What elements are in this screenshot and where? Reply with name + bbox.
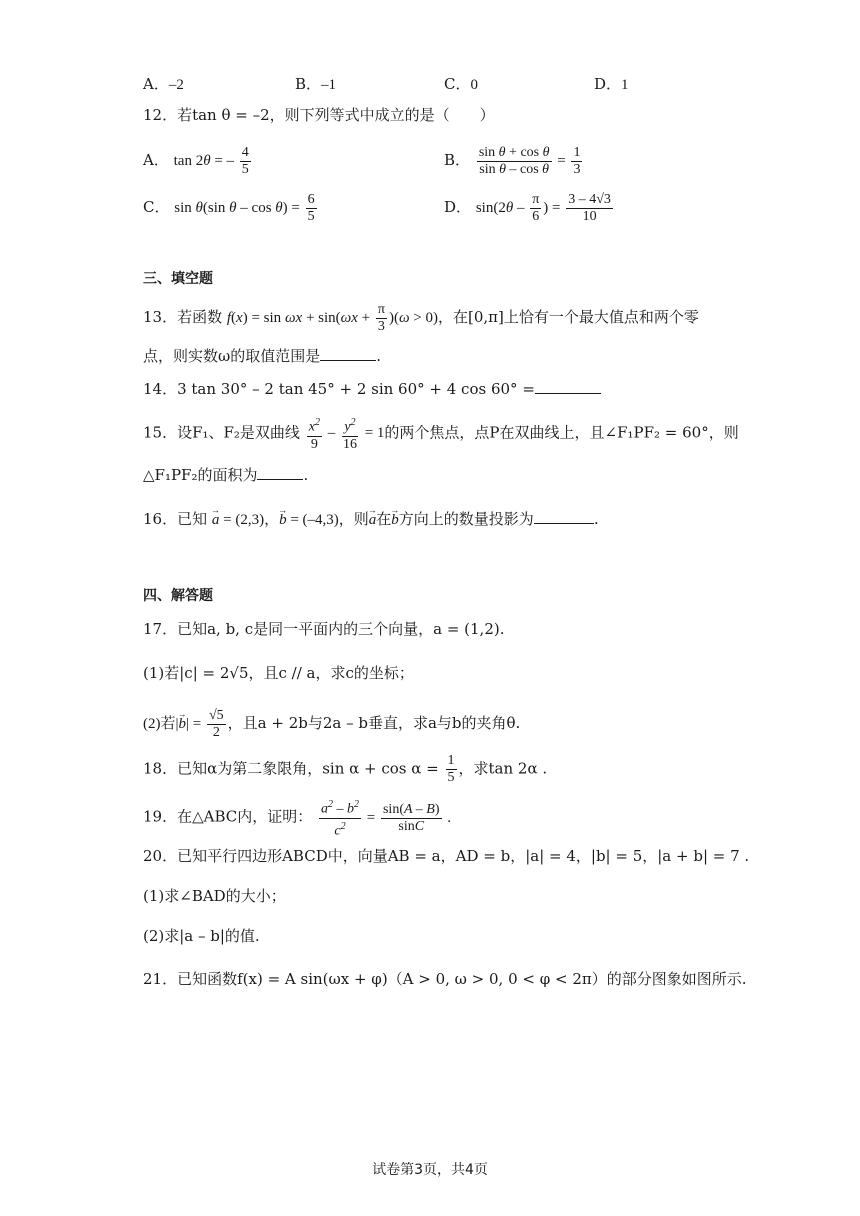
q12-option-a-formula: tan 2θ = – $\frac{4}{5}$ bbox=[173, 145, 249, 177]
q12-option-b-formula: $\frac{\text{sin θ + cos θ}}{\text{sin θ – cos θ}}$ = $\frac{1}{3}$ bbox=[478, 145, 581, 177]
q20-part2: (2)求|a – b|的值. bbox=[143, 927, 260, 945]
q14-text: 14．3 tan 30° – 2 tan 45° + 2 sin 60° + 4 cos 60° = bbox=[143, 380, 535, 398]
q16-answer-blank[interactable] bbox=[534, 507, 594, 524]
q11-option-c-label: C． bbox=[444, 75, 471, 93]
q13-line2-text: 点，则实数ω的取值范围是 bbox=[143, 347, 321, 365]
q15-suffix: 的两个焦点，点P在双曲线上，且∠F₁PF₂ = 60°，则 bbox=[384, 423, 739, 442]
q12-option-c bbox=[143, 192, 319, 225]
q11-option-a bbox=[143, 74, 184, 95]
q20-part1: (1)求∠BAD的大小； bbox=[143, 887, 286, 905]
q15-answer-blank[interactable] bbox=[257, 463, 303, 480]
q17-part2-formula: (2)若|→ b| = $\frac{√5}{2}$ bbox=[143, 716, 228, 732]
q12-option-b-label: B． bbox=[444, 150, 471, 169]
q12-option-b bbox=[444, 145, 584, 178]
q16: 16．已知 → a = (2,3)，→ b = (–4,3)，则→ a在→ b方向上的数量投影为 . bbox=[143, 507, 599, 530]
q12-option-a-label: A． bbox=[143, 150, 169, 169]
q16-prefix: 16．已知 bbox=[143, 510, 208, 528]
q17-part1: (1)若|c| = 2√5，且c // a，求c的坐标； bbox=[143, 664, 414, 682]
q18-fraction: $\frac{1}{5}$ bbox=[447, 753, 455, 785]
q15-prefix: 15．设F₁、F₂是双曲线 bbox=[143, 423, 300, 442]
q18-text: 18．已知α为第二象限角，sin α + cos α = bbox=[143, 759, 444, 778]
q20-stem: 20．已知平行四边形ABCD中，向量AB = a，AD = b，|a| = 4，|b| = 5，|a + b| = 7 . bbox=[143, 847, 750, 865]
q12-option-c-formula: sin θ(sin θ – cos θ) = $\frac{6}{5}$ bbox=[174, 192, 315, 224]
q12-option-a bbox=[143, 145, 253, 178]
q12-option-d-label: D． bbox=[444, 197, 472, 216]
q17-part2 bbox=[143, 708, 520, 741]
q12-option-c-label: C． bbox=[143, 197, 170, 216]
q13-prefix: 13．若函数 bbox=[143, 307, 223, 326]
q11-option-a-value: –2 bbox=[168, 77, 184, 93]
q12-option-d bbox=[444, 192, 615, 225]
q11-option-c-value: 0 bbox=[470, 77, 478, 93]
q15-line2-text: △F₁PF₂的面积为 bbox=[143, 466, 258, 484]
q15-hyperbola: $\frac{x^2}{9}$ – $\frac{y^2}{16}$ = 1 bbox=[308, 417, 385, 452]
q16-vectors: → a = (2,3)，→ b = (–4,3)，则→ a在→ b bbox=[212, 512, 399, 528]
q18-suffix: ，求tan 2α . bbox=[458, 759, 548, 778]
q19-formula: $\frac{a^2 - b^2}{c^2}$ = $\frac{\sin(A - B)}{\sin C}$ . bbox=[321, 799, 452, 839]
q18 bbox=[143, 753, 547, 786]
q11-option-b-value: –1 bbox=[321, 77, 337, 93]
q19-text: 19．在△ABC内，证明： bbox=[143, 807, 313, 826]
q17-part2-suffix: ，且a + 2b与2a – b垂直，求a与b的夹角θ. bbox=[227, 713, 521, 732]
section-heading-solve: 四、解答题 bbox=[143, 588, 213, 604]
section-heading-fill-in: 三、填空题 bbox=[143, 271, 213, 287]
q13-answer-blank[interactable] bbox=[320, 344, 376, 361]
q15-line1 bbox=[143, 415, 739, 453]
q12-stem: 12．若tan θ = –2，则下列等式中成立的是（ ） bbox=[143, 106, 495, 124]
q11-option-b-label: B． bbox=[295, 75, 322, 93]
q13-suffix: ，在[0,π]上恰有一个最大值点和两个零 bbox=[438, 307, 699, 326]
q13-formula: f(x) = sin ωx + sin(ωx + $\frac{\pi}{3}$ )(ω > 0) bbox=[226, 302, 439, 334]
q14 bbox=[143, 377, 601, 399]
q11-option-d bbox=[594, 74, 629, 95]
q15-line2: △F₁PF₂的面积为 . bbox=[143, 463, 308, 485]
page-footer: 试卷第3页，共4页 bbox=[372, 1162, 488, 1178]
q11-option-c bbox=[444, 74, 478, 95]
q11-option-a-label: A． bbox=[143, 75, 169, 93]
q11-option-b bbox=[295, 74, 336, 95]
q14-answer-blank[interactable] bbox=[535, 377, 601, 394]
q13-line1 bbox=[143, 302, 699, 335]
q11-option-d-label: D． bbox=[594, 75, 622, 93]
q12-option-d-formula: sin(2θ – $\frac{\pi}{6}$ ) = $\frac{3 - 4√3}{10}$ bbox=[475, 192, 611, 224]
q11-option-d-value: 1 bbox=[621, 77, 629, 93]
q17-stem: 17．已知a, b, c是同一平面内的三个向量，a = (1,2). bbox=[143, 620, 505, 638]
q19 bbox=[143, 797, 451, 839]
q16-suffix: 方向上的数量投影为 bbox=[398, 510, 534, 528]
q21: 21．已知函数f(x) = A sin(ωx + φ)（A > 0, ω > 0, 0 < φ < 2π）的部分图象如图所示. bbox=[143, 970, 747, 988]
q13-line2: 点，则实数ω的取值范围是 . bbox=[143, 344, 381, 366]
